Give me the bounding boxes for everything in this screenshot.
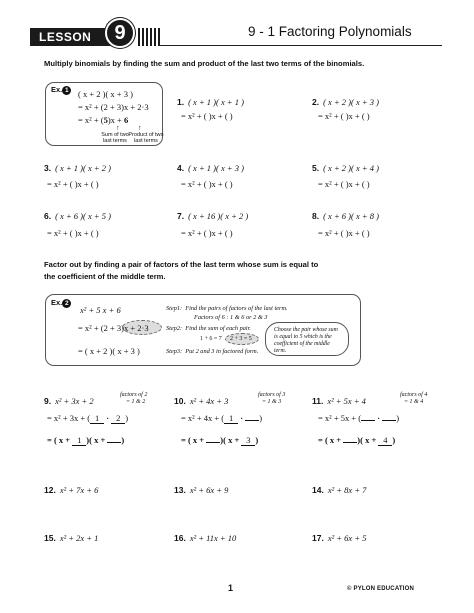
section1-instruction: Multiply binomials by finding the sum and product of the last two terms of the binomials. — [44, 59, 365, 68]
problem-1: 1. ( x + 1 )( x + 1 ) — [177, 97, 244, 107]
step1: Step1: Find the pairs of factors of the last term. — [166, 305, 288, 312]
lesson-label: LESSON — [30, 28, 120, 46]
problem-1-work: = x² + ( )x + ( ) — [181, 111, 233, 121]
problem-14: 14. x² + 8x + 7 — [312, 485, 367, 495]
section2-instruction-line1: Factor out by finding a pair of factors of the last term whose sum is equal to — [44, 260, 319, 269]
problem-11-note: factors of 4 = 1 & 4 — [400, 392, 428, 405]
problem-7: 7. ( x + 16 )( x + 2 ) — [177, 211, 249, 221]
problem-6-work: = x² + ( )x + ( ) — [47, 228, 99, 238]
problem-10-note: factors of 3 = 1 & 3 — [258, 392, 286, 405]
problem-8-work: = x² + ( )x + ( ) — [318, 228, 370, 238]
arrow-up-icon: ↑ — [138, 124, 142, 132]
problem-10-line2: = x² + 4x + ( 1 · ) — [181, 413, 263, 423]
example2-callout: Choose the pair whose sum is equal to 5 which is the coefficient of the middle term. — [265, 322, 349, 356]
example2-line3: = ( x + 2 )( x + 3 ) — [78, 346, 140, 356]
problem-17: 17. x² + 6x + 5 — [312, 533, 367, 543]
example1-product-note: Product of two last terms — [128, 132, 164, 144]
brand-logo: © PYLON EDUCATION — [347, 586, 415, 592]
step2: Step2: Find the sum of each pair. — [166, 325, 252, 332]
problem-2-work: = x² + ( )x + ( ) — [318, 111, 370, 121]
example1-sum-note: Sum of two last terms — [101, 132, 129, 144]
lesson-title: 9 - 1 Factoring Polynomials — [248, 24, 412, 39]
example2-line1: x² + 5 x + 6 — [80, 305, 121, 315]
problem-3-work: = x² + ( )x + ( ) — [47, 179, 99, 189]
problem-6: 6. ( x + 6 )( x + 5 ) — [44, 211, 111, 221]
section2-instruction-line2: the coefficient of the middle term. — [44, 272, 166, 281]
page-number: 1 — [228, 583, 234, 593]
example1-line2: = x² + (2 + 3)x + 2·3 — [78, 102, 149, 112]
problem-11-line2: = x² + 5x + ( · ) — [318, 413, 400, 423]
problem-3: 3. ( x + 1 )( x + 2 ) — [44, 163, 111, 173]
problem-11-line3: = ( x + )( x + 4 ) — [318, 435, 396, 445]
example2-line2: = x² + (2 + 3)x + 2·3 — [78, 323, 149, 333]
problem-9: 9. x² + 3x + 2 — [44, 396, 94, 406]
example1-number-icon: 1 — [62, 86, 71, 95]
problem-12: 12. x² + 7x + 6 — [44, 485, 99, 495]
step3: Step3: Put 2 and 3 in factored form. — [166, 348, 259, 355]
example1-line3: = x² + (5)x + 6 — [78, 115, 129, 125]
problem-9-note: factors of 2 = 1 & 2 — [120, 392, 148, 405]
problem-5: 5. ( x + 2 )( x + 4 ) — [312, 163, 379, 173]
problem-4: 4. ( x + 1 )( x + 3 ) — [177, 163, 244, 173]
problem-5-work: = x² + ( )x + ( ) — [318, 179, 370, 189]
step1-factors: Factors of 6 : 1 & 6 or 2 & 3 — [194, 314, 268, 321]
example1-label: Ex. 1 — [51, 85, 71, 95]
problem-10: 10. x² + 4x + 3 — [174, 396, 229, 406]
header-stripe-decoration — [138, 28, 160, 46]
header-rule — [160, 45, 442, 46]
problem-13: 13. x² + 6x + 9 — [174, 485, 229, 495]
problem-16: 16. x² + 11x + 10 — [174, 533, 237, 543]
step2-sum-b: 2 + 3 = 5 — [230, 336, 252, 342]
example2-number-icon: 2 — [62, 299, 71, 308]
lesson-number-badge: 9 — [105, 18, 135, 48]
example2-label: Ex. 2 — [51, 298, 71, 308]
example1-line1: ( x + 2 )( x + 3 ) — [78, 89, 133, 99]
problem-10-line3: = ( x + )( x + 3 ) — [181, 435, 259, 445]
arrow-up-icon: ↑ — [116, 124, 120, 132]
problem-7-work: = x² + ( )x + ( ) — [181, 228, 233, 238]
problem-4-work: = x² + ( )x + ( ) — [181, 179, 233, 189]
problem-8: 8. ( x + 6 )( x + 8 ) — [312, 211, 379, 221]
problem-9-line2: = x² + 3x + ( 1 · 2 ) — [47, 413, 129, 423]
step2-sum-a: 1 + 6 = 7 — [200, 336, 222, 342]
problem-2: 2. ( x + 2 )( x + 3 ) — [312, 97, 379, 107]
problem-9-line3: = ( x + 1 )( x + ) — [47, 435, 125, 445]
problem-15: 15. x² + 2x + 1 — [44, 533, 99, 543]
problem-11: 11. x² + 5x + 4 — [312, 396, 366, 406]
